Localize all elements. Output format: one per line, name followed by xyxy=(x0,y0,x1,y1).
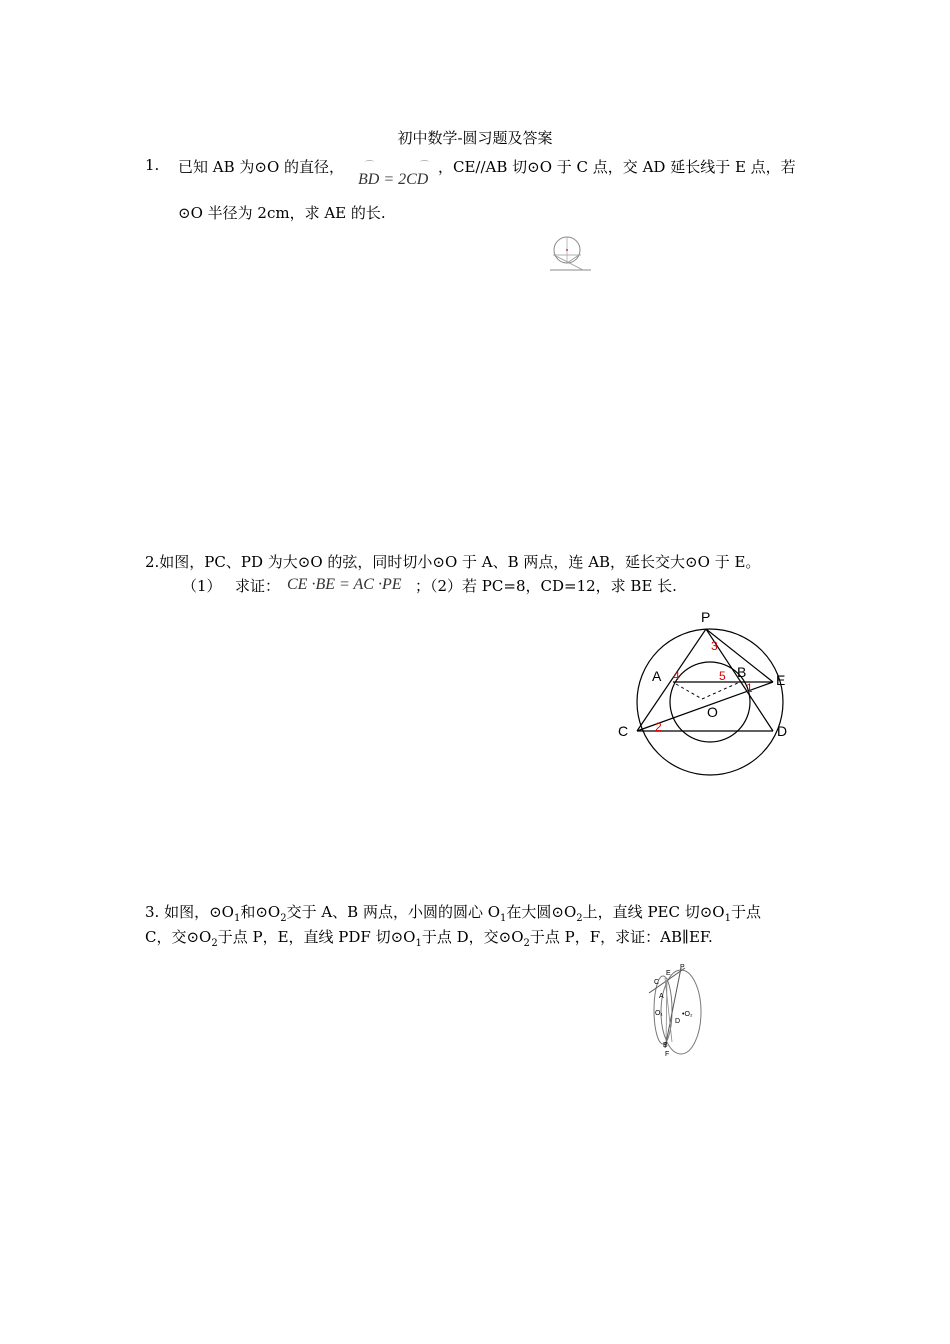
q3-sub: 1 xyxy=(724,913,731,924)
q3-sub: 1 xyxy=(233,913,241,924)
radius-oa xyxy=(676,684,702,699)
q1-figure xyxy=(547,233,593,275)
q3-text-h: 于点 P，E，直线 PDF 切⊙O xyxy=(217,928,416,946)
line-ae xyxy=(554,255,583,270)
label-b: B xyxy=(663,1042,668,1049)
angle-mark-3: 3 xyxy=(711,639,718,653)
label-c: C xyxy=(618,723,629,739)
big-circle-o xyxy=(637,629,786,775)
q3-sub: 2 xyxy=(523,938,530,949)
q3-text-f: 于点 xyxy=(730,903,761,921)
q3-text-a: 3. 如图，⊙O xyxy=(145,903,234,921)
label-e: E xyxy=(776,672,786,688)
q2-text-line1: 2.如图，PC、PD 为大⊙O 的弦，同时切小⊙O 于 A、B 两点，连 AB，延长交大⊙O 于 E。 xyxy=(145,553,761,571)
q2-part1-label: （1） xyxy=(182,577,222,595)
q3-sub: 2 xyxy=(211,938,218,949)
angle-mark-4: 4 xyxy=(673,669,680,683)
label-f: F xyxy=(665,1051,670,1058)
label-o: O xyxy=(707,704,718,720)
angle-mark-1: 1 xyxy=(746,681,753,695)
label-d: D xyxy=(675,1018,681,1025)
angle-mark-2: 2 xyxy=(655,720,662,734)
label-d: D xyxy=(777,723,788,739)
angle-mark-5: 5 xyxy=(719,669,726,683)
q1-text-b: ，CE//AB 切⊙O 于 C 点，交 AD 延长线于 E 点，若 xyxy=(438,158,796,176)
q2-part1-text: 求证： xyxy=(235,577,281,595)
chord-pc xyxy=(637,629,706,731)
q3-sub: 1 xyxy=(415,938,422,949)
label-o1: O₁ xyxy=(655,1010,663,1017)
q1-text-a: 已知 AB 为⊙O 的直径， xyxy=(178,158,345,176)
q3-sub: 2 xyxy=(280,913,287,924)
q1-text-line2: ⊙O 半径为 2cm，求 AE 的长. xyxy=(178,204,386,222)
q1-formula: BD = 2CD xyxy=(358,171,429,188)
label-a: A xyxy=(659,993,664,1000)
q2-figure xyxy=(610,600,810,780)
label-p: P xyxy=(701,609,711,625)
q2-part2: ；（2）若 PC=8，CD=12，求 BE 长. xyxy=(415,577,677,595)
page-title: 初中数学-圆习题及答案 xyxy=(397,129,553,147)
q3-text-e: 上，直线 PEC 切⊙O xyxy=(582,903,725,921)
q3-text-line2 xyxy=(145,926,713,949)
q3-text-g: C，交⊙O xyxy=(145,928,212,946)
label-o2: •O₂ xyxy=(682,1011,693,1018)
q3-text-c: 交于 A、B 两点，小圆的圆心 O xyxy=(286,903,501,921)
q3-sub: 1 xyxy=(500,913,507,924)
q3-text-b: 和⊙O xyxy=(240,903,281,921)
q3-text-j: 于点 P，F，求证：AB∥EF. xyxy=(529,928,713,946)
label-b: B xyxy=(737,664,747,680)
label-a: A xyxy=(652,668,662,684)
q1-number: 1. xyxy=(145,156,160,174)
label-p: P xyxy=(680,964,685,971)
point-o xyxy=(566,249,568,251)
arc-mark-cd: ⌒ xyxy=(420,161,430,171)
q3-text-d: 在大圆⊙O xyxy=(506,903,577,921)
label-c: C xyxy=(654,979,660,986)
arc-mark-bd: ⌒ xyxy=(365,161,375,171)
q3-sub: 2 xyxy=(576,913,583,924)
label-e: E xyxy=(666,970,671,977)
q3-text-i: 于点 D，交⊙O xyxy=(421,928,524,946)
q3-figure xyxy=(645,960,707,1060)
q2-formula: CE ·BE = AC ·PE xyxy=(287,576,402,593)
q3-text-line1 xyxy=(145,901,761,924)
